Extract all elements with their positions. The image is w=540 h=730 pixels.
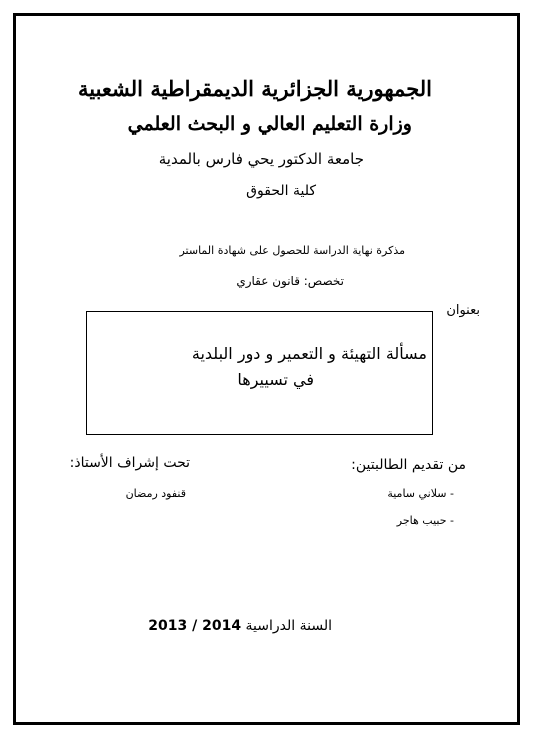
- speciality-label: تخصص: قانون عقاري: [236, 274, 344, 288]
- university-name: جامعة الدكتور يحي فارس بالمدية: [158, 150, 364, 168]
- thesis-title-line-1: مسألة التهيئة و التعمير و دور البلدية: [191, 344, 427, 363]
- memo-label: مذكرة نهاية الدراسة للحصول على شهادة الماستر: [179, 244, 405, 257]
- thesis-title-line-2: في تسييرها: [237, 370, 314, 389]
- academic-year-label: السنة الدراسية: [245, 618, 332, 634]
- ministry-heading: وزارة التعليم العالي و البحث العلمي: [127, 113, 412, 135]
- supervisor-name: قنفود رمضان: [125, 487, 186, 500]
- supervision-label: تحت إشراف الأستاذ:: [69, 455, 190, 471]
- title-label: بعنوان: [446, 303, 480, 318]
- student-name: - حبيب هاجر: [396, 514, 454, 527]
- republic-heading: الجمهورية الجزائرية الديمقراطية الشعبية: [77, 76, 432, 101]
- student-name-text: سلاني سامية: [387, 487, 447, 500]
- student-name: - سلاني سامية: [387, 487, 454, 500]
- presented-by-label: من تقديم الطالبتين:: [351, 457, 466, 473]
- student-name-text: حبيب هاجر: [396, 514, 447, 527]
- academic-year: [148, 618, 332, 634]
- faculty-name: كلية الحقوق: [246, 183, 316, 199]
- academic-year-value: 2013 / 2014: [148, 618, 242, 634]
